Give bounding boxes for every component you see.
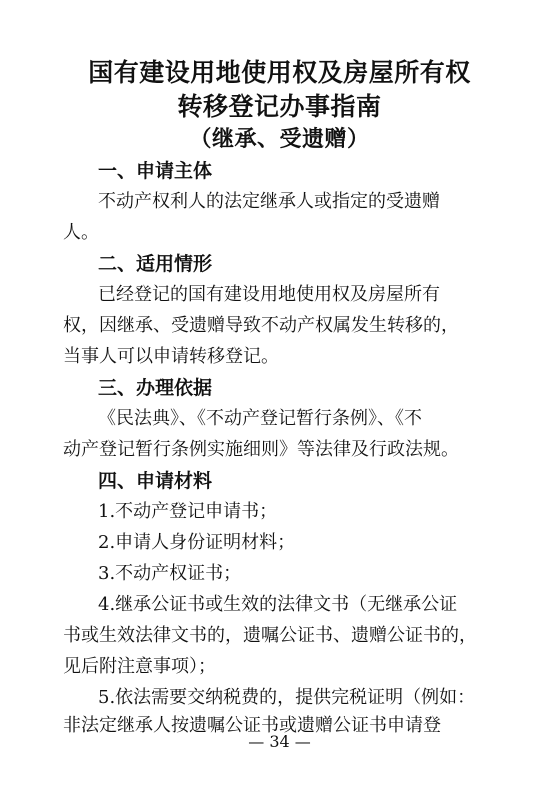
section-heading-legal-basis: 三、办理依据 [98,377,213,399]
document-title-line-1: 国有建设用地使用权及房屋所有权 [88,58,471,87]
page-number: — 34 — [248,732,311,751]
list-item: 5.依法需要交纳税费的，提供完税证明（例如： [98,687,476,708]
paragraph-line: 当事人可以申请转移登记。 [63,346,279,367]
list-item: 3.不动产权证书； [98,563,242,584]
paragraph-line: 权，因继承、受遗赠导致不动产权属发生转移的， [63,315,459,336]
section-heading-materials: 四、申请材料 [98,470,213,492]
list-item-continued: 书或生效法律文书的，遗嘱公证书、遗赠公证书的， [63,625,477,646]
paragraph-line: 动产登记暂行条例实施细则》等法律及行政法规。 [63,439,459,460]
list-item: 2.申请人身份证明材料； [98,532,296,553]
list-item: 1.不动产登记申请书； [98,501,278,522]
paragraph-line: 不动产权利人的法定继承人或指定的受遗赠 [98,191,440,212]
paragraph-line: 《民法典》、《不动产登记暂行条例》、《不 [98,408,422,429]
list-item-continued: 见后附注意事项）； [63,656,216,677]
document-subtitle: （继承、受遗赠） [189,127,370,152]
section-heading-applicant: 一、申请主体 [98,160,213,182]
list-item: 4.继承公证书或生效的法律文书（无继承公证 [98,594,458,615]
paragraph-line: 人。 [63,222,99,243]
document-title-line-2: 转移登记办事指南 [177,92,382,121]
section-heading-applicable-situations: 二、适用情形 [98,253,213,275]
list-item-continued: 非法定继承人按遗嘱公证书或遗赠公证书申请登 [63,715,441,736]
paragraph-line: 已经登记的国有建设用地使用权及房屋所有 [98,284,440,305]
